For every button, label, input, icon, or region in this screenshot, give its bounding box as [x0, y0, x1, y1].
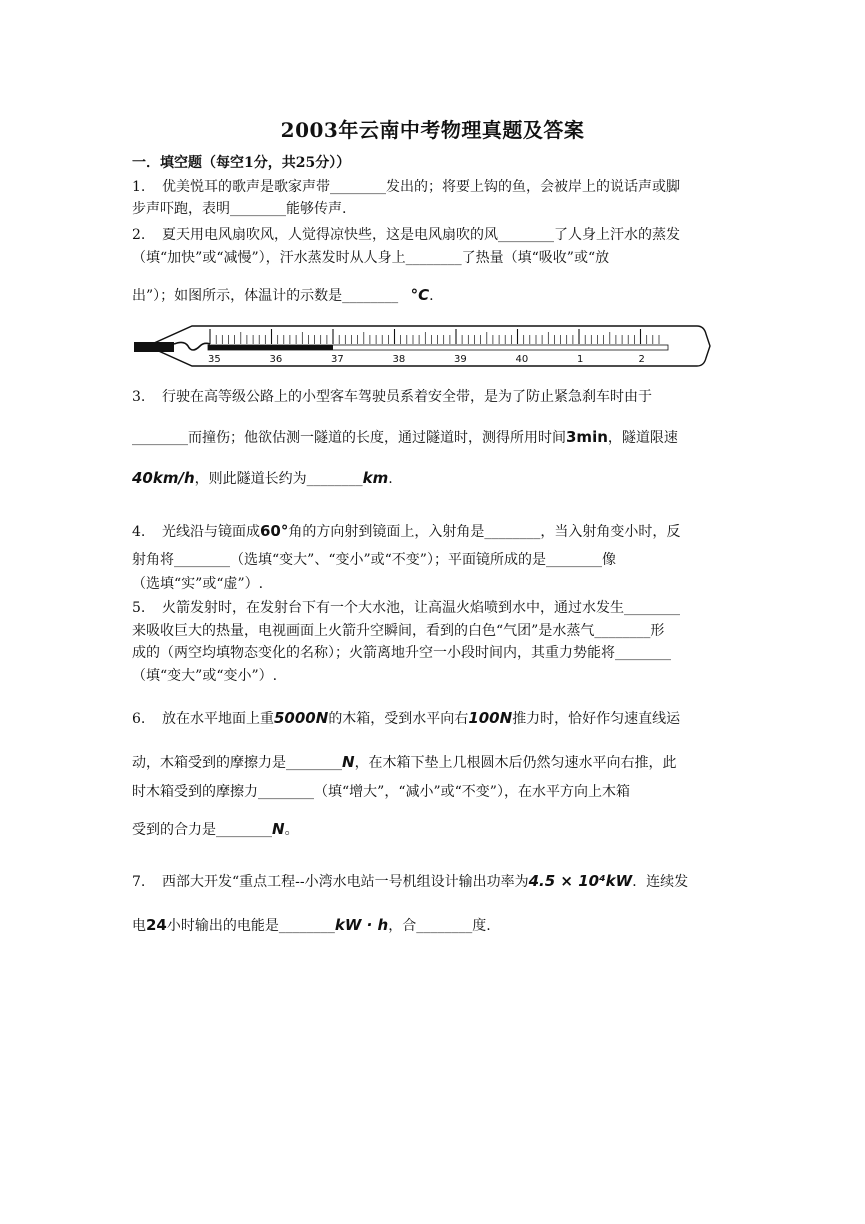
q6-text-2a: 动，木箱受到的摩擦力是________ — [132, 755, 342, 771]
q3-unit: km — [362, 469, 389, 487]
q5-line-1 — [132, 598, 732, 618]
q3-text-2b: ，隧道限速 — [607, 430, 678, 446]
thermometer-label: 38 — [392, 354, 406, 365]
q2-line-3 — [132, 285, 732, 306]
q4-text-2: 射角将________（选填“变大”、“变小”或“不变”）；平面镜所成的是________像 — [132, 552, 616, 568]
q7-line-2 — [132, 915, 732, 936]
thermometer-ticks — [210, 329, 659, 344]
q3-line-1 — [132, 387, 732, 407]
section-heading: 一．填空题（每空1分，共25分）） — [132, 155, 351, 171]
thermometer-figure — [132, 322, 712, 372]
q7-unit: kW · h — [334, 916, 389, 934]
thermometer-bulb — [134, 342, 174, 352]
q6-line-1 — [132, 708, 732, 729]
q1-text-1: 优美悦耳的歌声是歌家声带________发出的；将要上钩的鱼，会被岸上的说话声或脚 — [162, 179, 680, 195]
q7-text-2c: ，合________度. — [388, 918, 491, 934]
thermometer-label: 37 — [331, 354, 344, 365]
q2-number: 2. — [132, 227, 146, 243]
q3-line-3 — [132, 468, 732, 489]
q6-text-4a: 受到的合力是________ — [132, 822, 272, 838]
q6-text-1c: 推力时，恰好作匀速直线运 — [512, 711, 681, 727]
q6-line-2 — [132, 752, 732, 773]
q4-angle: 60° — [260, 522, 289, 540]
q1-text-2: 步声吓跑，表明________能够传声. — [132, 201, 347, 217]
q1-line-1 — [132, 177, 732, 197]
q4-text-1a: 光线沿与镜面成 — [162, 524, 260, 540]
q6-text-4b: 。 — [284, 822, 299, 838]
thermometer-label: 36 — [269, 354, 283, 365]
q2-unit: °C — [410, 286, 430, 304]
q4-line-2 — [132, 550, 732, 570]
q5-text-3: 成的（两空均填物态变化的名称）；火箭离地升空一小段时间内，其重力势能将________ — [132, 645, 671, 661]
q2-text-3b: . — [429, 288, 434, 304]
q6-number: 6. — [132, 711, 146, 727]
q3-line-2 — [132, 427, 732, 448]
mercury-column — [208, 345, 333, 350]
thermometer-label: 39 — [454, 354, 467, 365]
q4-text-3: （选填“实”或“虚”）. — [132, 576, 264, 592]
q5-line-4 — [132, 666, 732, 686]
thermometer-labels — [208, 354, 645, 365]
thermometer-neck — [174, 342, 210, 350]
q7-power: 4.5 × 10⁴kW — [528, 872, 633, 890]
q7-text-1a: 西部大开发“重点工程--小湾水电站一号机组设计输出功率为 — [162, 874, 529, 890]
q7-hours: 24 — [146, 916, 167, 934]
q3-text-1: 行驶在高等级公路上的小型客车驾驶员系着安全带，是为了防止紧急刹车时由于 — [162, 389, 652, 405]
q6-unit-2: N — [272, 820, 285, 838]
q5-line-2 — [132, 621, 732, 641]
q5-line-3 — [132, 643, 732, 663]
q6-line-3 — [132, 782, 732, 802]
q7-text-1b: ．连续发 — [632, 874, 689, 890]
q3-speed: 40km/h — [132, 469, 195, 487]
q6-force: 100N — [468, 709, 513, 727]
q7-text-2b: 小时输出的电能是________ — [166, 918, 335, 934]
q6-unit-1: N — [342, 753, 355, 771]
q2-text-3a: 出”）；如图所示，体温计的示数是________ — [132, 288, 399, 304]
q2-line-1 — [132, 225, 732, 245]
q5-number: 5. — [132, 600, 146, 616]
q3-number: 3. — [132, 389, 146, 405]
q4-text-1b: 角的方向射到镜面上，入射角是________，当入射角变小时，反 — [288, 524, 681, 540]
q5-text-2: 来吸收巨大的热量，电视画面上火箭升空瞬间，看到的白色“气团”是水蒸气________形 — [132, 623, 665, 639]
q4-line-3 — [132, 574, 732, 594]
q3-text-2a: ________而撞伤；他欲估测一隧道的长度，通过隧道时，测得所用时间 — [132, 430, 566, 446]
q2-line-2 — [132, 248, 732, 268]
q3-time: 3min — [566, 428, 608, 446]
q3-text-3a: ，则此隧道长约为________ — [194, 471, 363, 487]
thermometer-label: 1 — [577, 354, 584, 365]
q7-number: 7. — [132, 874, 146, 890]
q4-line-1 — [132, 521, 732, 542]
q6-line-4 — [132, 819, 732, 840]
q7-line-1 — [132, 871, 732, 892]
thermometer-label: 35 — [208, 354, 221, 365]
q1-line-2 — [132, 199, 732, 219]
q7-text-2a: 电 — [132, 918, 146, 934]
q3-text-3b: . — [388, 471, 393, 487]
q6-text-2b: ，在木箱下垫上几根圆木后仍然匀速水平向右推，此 — [354, 755, 677, 771]
q6-weight: 5000N — [274, 709, 329, 727]
q1-number: 1. — [132, 179, 146, 195]
thermometer-label: 40 — [515, 354, 529, 365]
q5-text-4: （填“变大”或“变小”）. — [132, 668, 278, 684]
q6-text-1b: 的木箱，受到水平向右 — [328, 711, 469, 727]
q6-text-3: 时木箱受到的摩擦力________（填“增大”，“减小”或“不变”），在水平方向上木箱 — [132, 784, 630, 800]
q6-text-1a: 放在水平地面上重 — [162, 711, 274, 727]
q5-text-1: 火箭发射时，在发射台下有一个大水池，让高温火焰喷到水中，通过水发生________ — [162, 600, 680, 616]
thermometer-label: 2 — [638, 354, 645, 365]
page-title: 2003年云南中考物理真题及答案 — [280, 118, 585, 142]
q4-number: 4. — [132, 524, 146, 540]
q2-text-1: 夏天用电风扇吹风，人觉得凉快些，这是电风扇吹的风________了人身上汗水的蒸发 — [162, 227, 680, 243]
q2-text-2: （填“加快”或“减慢”），汗水蒸发时从人身上________了热量（填“吸收”或“放 — [132, 250, 610, 266]
